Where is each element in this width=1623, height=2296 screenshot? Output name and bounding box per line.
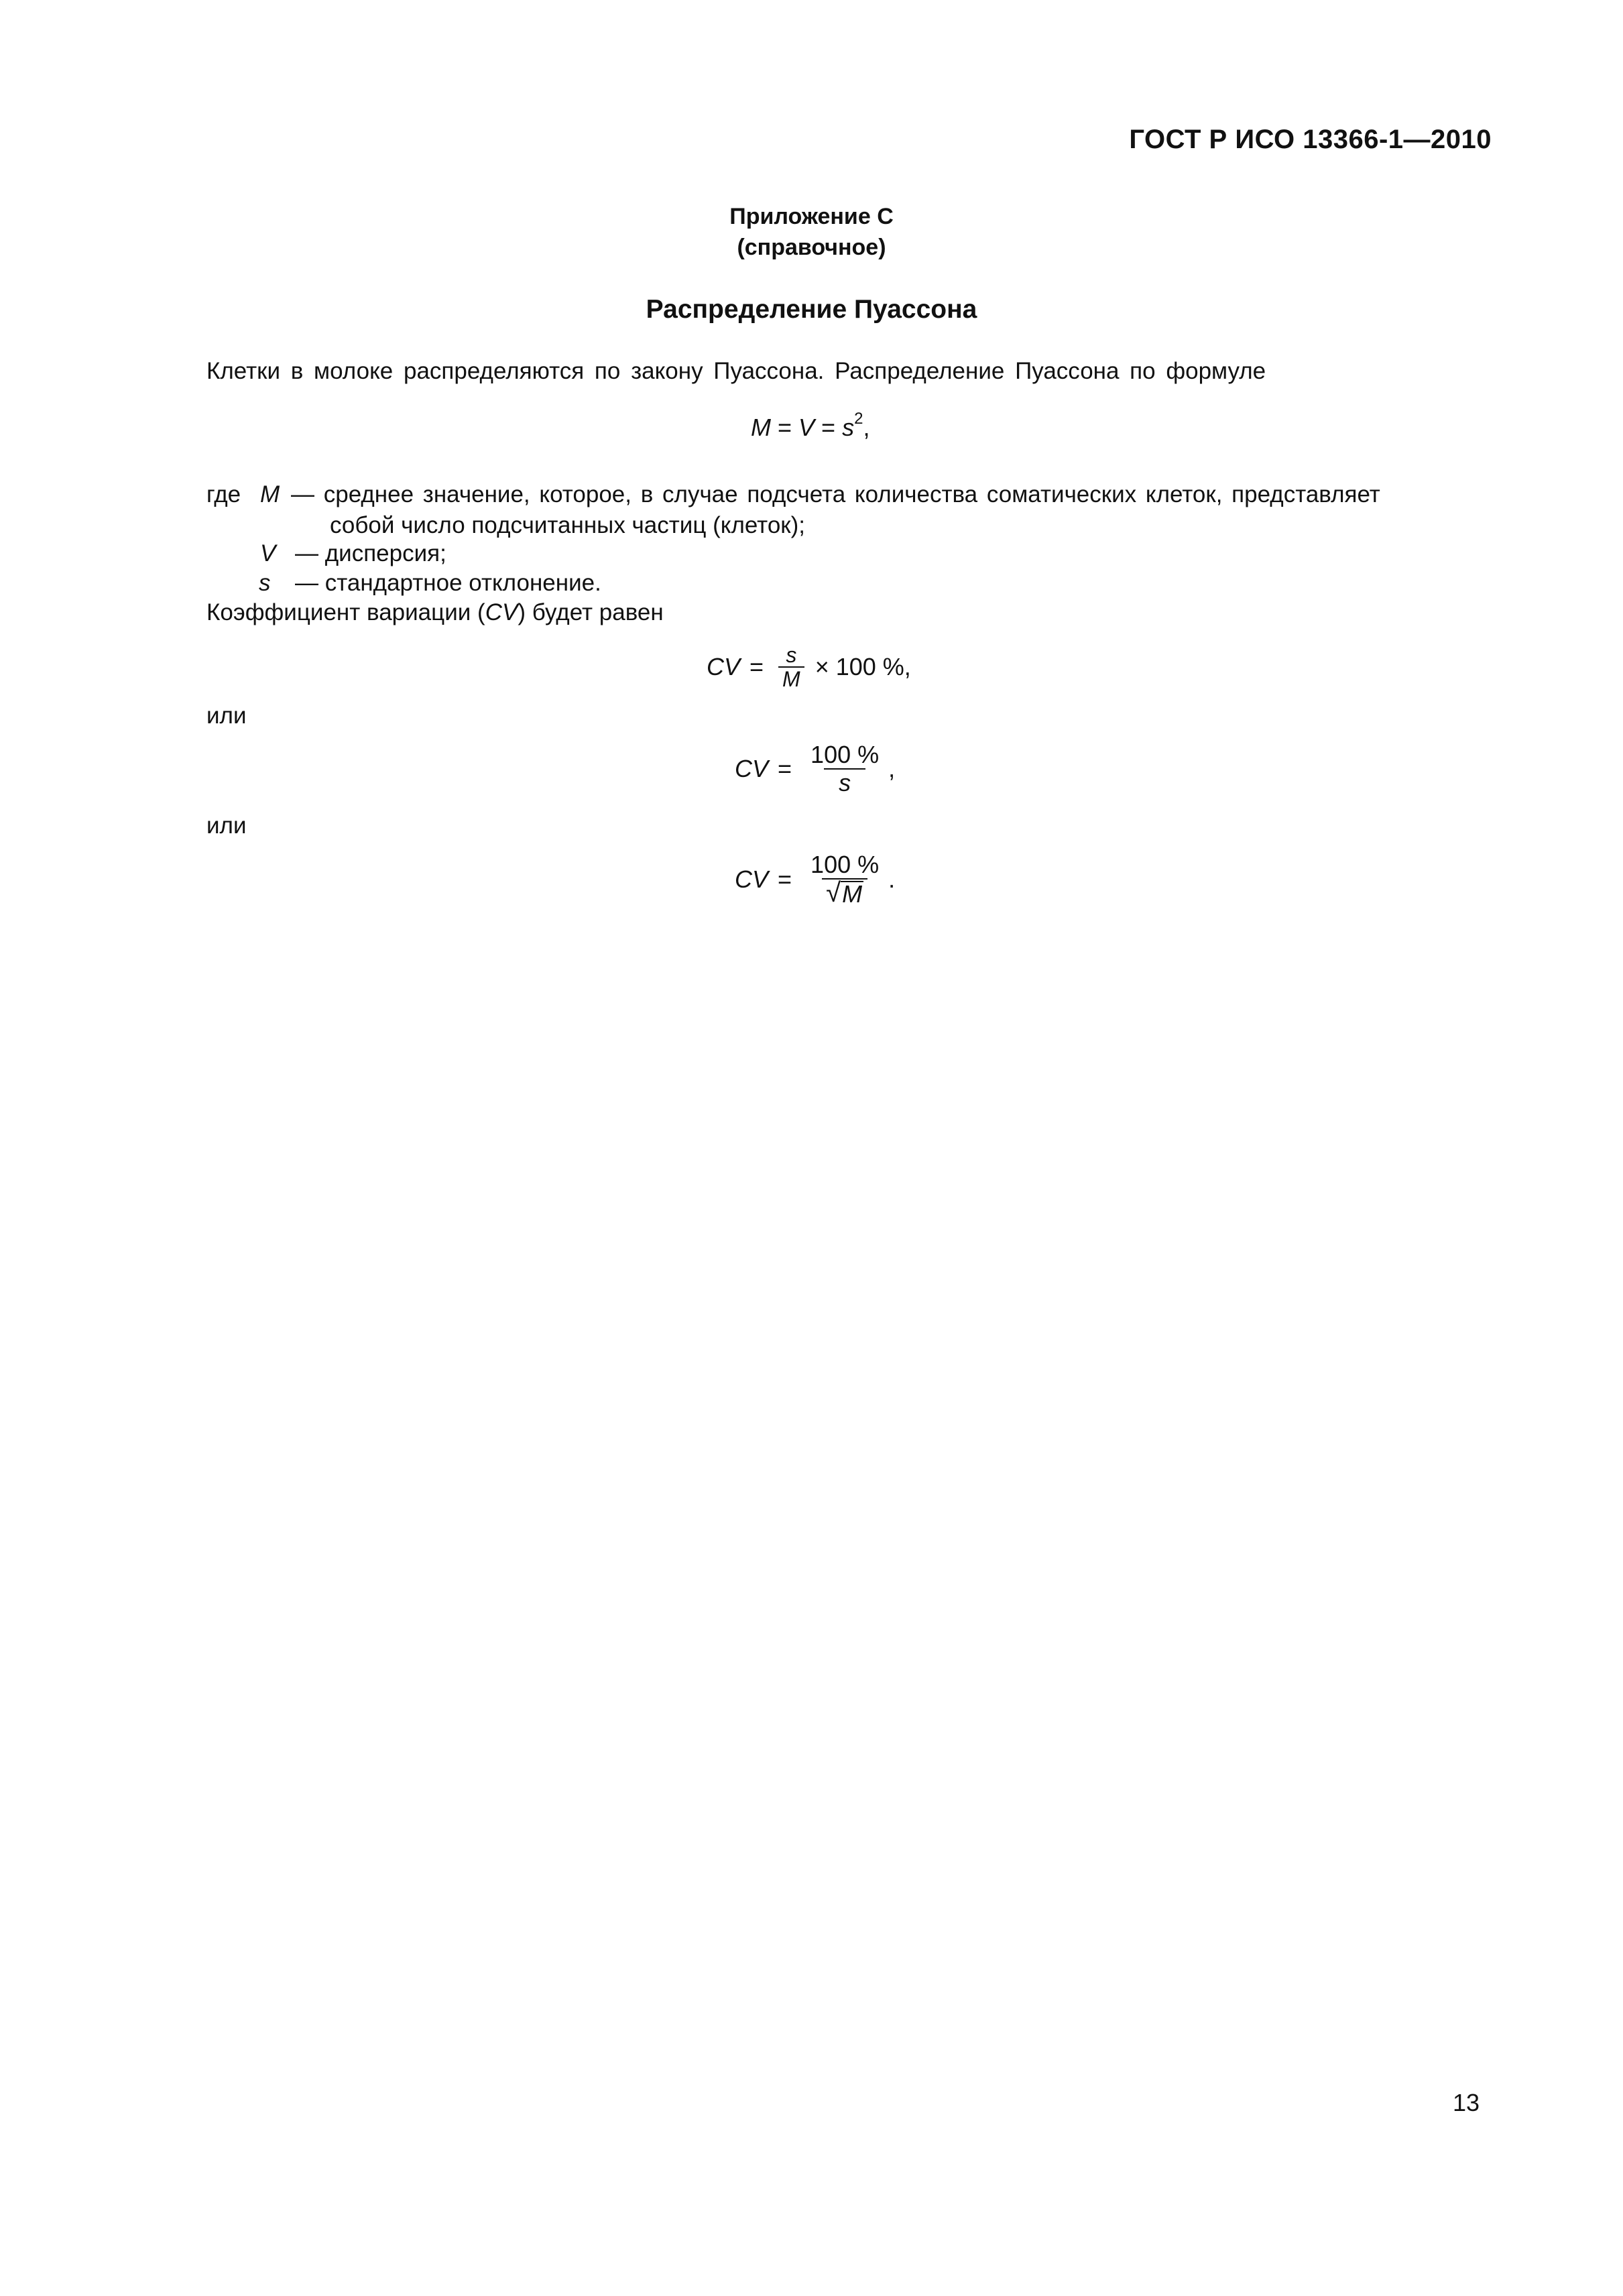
eq1-numerator: s xyxy=(786,643,797,667)
section-title: Распределение Пуассона xyxy=(646,295,977,324)
eq1-equals: = xyxy=(749,653,764,680)
formula-main xyxy=(751,410,870,442)
formula-tail: , xyxy=(863,414,870,441)
eq3-lhs: CV xyxy=(735,865,769,893)
eq2-lhs: CV xyxy=(735,755,769,782)
eq2-denominator: s xyxy=(824,768,865,796)
formula-eq2: = xyxy=(815,414,843,441)
or-label-1: или xyxy=(206,703,247,729)
eq1-times: × 100 %, xyxy=(815,653,911,680)
eq2-tail: , xyxy=(888,755,896,782)
annex-type: (справочное) xyxy=(737,235,886,260)
equation-1 xyxy=(707,644,911,690)
eq3-tail: . xyxy=(888,865,896,893)
where-symbol-m: M xyxy=(260,481,280,507)
where-text-s: — стандартное отклонение. xyxy=(295,570,601,596)
intro-paragraph: Клетки в молоке распределяются по закону Пуассона. Распределение Пуассона по формуле xyxy=(206,358,1266,384)
eq2-equals: = xyxy=(778,755,792,782)
formula-v: V xyxy=(798,414,815,441)
formula-eq1: = xyxy=(771,414,799,441)
sqrt-icon xyxy=(826,880,863,906)
or-label-2: или xyxy=(206,812,247,839)
eq3-sqrt-body: M xyxy=(842,880,863,908)
cv-intro-suffix: ) будет равен xyxy=(518,599,664,625)
equation-3 xyxy=(735,851,895,907)
eq3-denominator xyxy=(822,878,867,907)
cv-intro-prefix: Коэффициент вариации ( xyxy=(206,599,485,625)
where-text-m-line2: собой число подсчитанных частиц (клеток); xyxy=(330,512,805,538)
eq3-equals: = xyxy=(778,865,792,893)
eq3-numerator: 100 % xyxy=(810,851,880,878)
where-symbol-v: V xyxy=(260,540,276,566)
eq1-lhs: CV xyxy=(707,653,741,680)
formula-exponent: 2 xyxy=(854,410,863,428)
where-label: где xyxy=(206,481,241,507)
eq1-denominator: M xyxy=(778,666,804,690)
eq2-fraction xyxy=(806,741,883,796)
standard-code: ГОСТ Р ИСО 13366-1—2010 xyxy=(1129,125,1492,154)
equation-2 xyxy=(735,741,895,796)
annex-title: Приложение С xyxy=(729,204,894,229)
eq2-numerator: 100 % xyxy=(810,741,880,768)
eq3-fraction xyxy=(806,851,883,907)
formula-m: M xyxy=(751,414,771,441)
sqrt-sign: √ xyxy=(826,878,841,908)
formula-s: s xyxy=(842,414,855,441)
eq1-fraction xyxy=(778,644,804,690)
where-symbol-s: s xyxy=(259,570,271,596)
cv-intro-symbol: CV xyxy=(485,599,518,625)
where-text-v: — дисперсия; xyxy=(295,540,446,566)
page-number: 13 xyxy=(1452,2089,1480,2116)
where-text-m-line1: — среднее значение, которое, в случае подсчета количества соматических клеток, представляет xyxy=(291,481,1380,507)
cv-intro xyxy=(206,599,664,626)
